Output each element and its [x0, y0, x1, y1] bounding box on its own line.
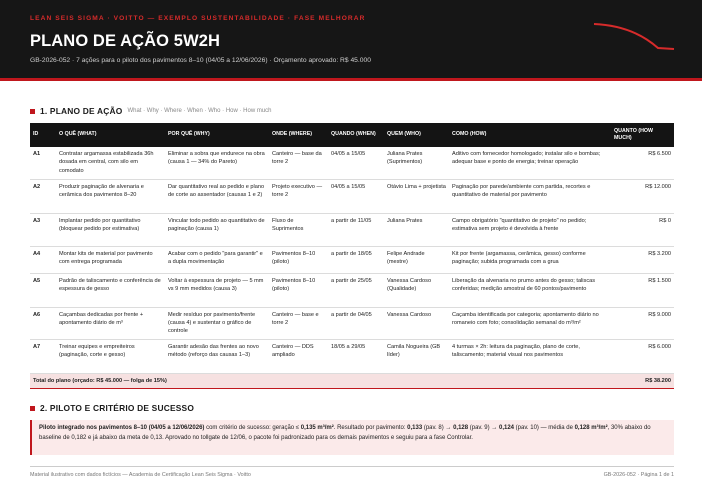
- cell-where: Fluxo de Suprimentos: [269, 213, 328, 246]
- cell-why: Garantir adesão das frentes ao novo método (reforço das causas 1–3): [165, 339, 269, 373]
- table-row: [30, 246, 674, 273]
- cell-how: Caçamba identificada por categoria; apontamento diário no romaneio com foto; consolidação semanal do m³/m²: [449, 307, 611, 339]
- col-header-what: O QUÊ (WHAT): [56, 123, 165, 147]
- cell-how-much: R$ 6.000: [611, 339, 674, 373]
- callout-value-pav9: 0,128: [453, 425, 469, 431]
- cell-how: 4 turmas × 2h: leitura da paginação, plano de corte, taliscamento; material visual nos pavimentos: [449, 339, 611, 373]
- cell-what: Montar kits de material por pavimento com entrega programada: [56, 246, 165, 273]
- header-subtitle: GB-2026-052 · 7 ações para o piloto dos pavimentos 8–10 (04/05 a 12/06/2026) · Orçamento aprovado: R$ 45.000: [30, 57, 371, 64]
- cell-id: A7: [30, 339, 56, 373]
- callout-text: (pav. 9) →: [468, 425, 499, 431]
- col-header-how-much: QUANTO (HOW MUCH): [611, 123, 674, 147]
- cell-when: 04/05 a 15/05: [328, 179, 384, 213]
- cell-when: a partir de 25/05: [328, 273, 384, 307]
- cell-what: Implantar pedido por quantitativo (bloquear pedido por estimativa): [56, 213, 165, 246]
- cell-how-much: R$ 12.000: [611, 179, 674, 213]
- cell-how-much: R$ 1.500: [611, 273, 674, 307]
- cell-where: Canteiro — DDS ampliado: [269, 339, 328, 373]
- table-row: [30, 273, 674, 307]
- table-row: [30, 339, 674, 373]
- cell-what: Padrão de talisca​mento e conferência de espessura de gesso: [56, 273, 165, 307]
- cell-how-much: R$ 3.200: [611, 246, 674, 273]
- cell-when: a partir de 18/05: [328, 246, 384, 273]
- table-row: [30, 179, 674, 213]
- callout-text: , 30% abaixo do baseline de 0,182 e já abaixo da meta de 0,13. Aprovado no tollgate de 12/06, o pacote foi padronizado para os demais pavimentos e seguiu para a fase Controlar.: [39, 425, 651, 441]
- cell-what: Produzir paginação de alvenaria e cerâmica dos pavimentos 8–20: [56, 179, 165, 213]
- col-header-where: ONDE (WHERE): [269, 123, 328, 147]
- col-header-why: POR QUÊ (WHY): [165, 123, 269, 147]
- section-square-icon: [30, 406, 35, 411]
- col-header-how: COMO (HOW): [449, 123, 611, 147]
- table-total-row: [30, 373, 674, 388]
- cell-what: Treinar equipes e empreiteiros (paginação, corte e gesso): [56, 339, 165, 373]
- cell-how: Campo obrigatório "quantitativo de projeto" no pedido; estimativa sem projeto é devolvida à frente: [449, 213, 611, 246]
- cell-when: 04/05 a 15/05: [328, 147, 384, 179]
- header-accent-line: [0, 78, 702, 81]
- callout-average: 0,128 m³/m²: [574, 425, 608, 431]
- cell-who: Vanessa Cardoso (Qualidade): [384, 273, 449, 307]
- footer-right: GB-2026-052 · Página 1 de 1: [603, 472, 674, 478]
- cell-why: Eliminar a sobra que endurece na obra (causa 1 — 34% do Pareto): [165, 147, 269, 179]
- col-header-who: QUEM (WHO): [384, 123, 449, 147]
- cell-who: Juliana Prates (Suprimentos): [384, 147, 449, 179]
- section-pilot-heading: [30, 402, 194, 414]
- cell-id: A4: [30, 246, 56, 273]
- table-row: [30, 213, 674, 246]
- cell-why: Acabar com o pedido "para garantir" e a dupla movimentação: [165, 246, 269, 273]
- callout-value-pav8: 0,133: [407, 425, 423, 431]
- cell-why: Medir resíduo por pavimento/frente (causa 4) e sustentar o gráfico de controle: [165, 307, 269, 339]
- page-header: [0, 0, 702, 78]
- callout-text: com critério de sucesso: geração ≤: [204, 425, 301, 431]
- callout-text: (pav. 10) — média de: [514, 425, 575, 431]
- cell-id: A1: [30, 147, 56, 179]
- cell-who: Otávio Lima + projetista: [384, 179, 449, 213]
- cell-what: Caçambas dedicadas por frente + apontamento diário de m³: [56, 307, 165, 339]
- cell-how-much: R$ 9.000: [611, 307, 674, 339]
- section-plan-heading: [30, 105, 272, 117]
- col-header-id: ID: [30, 123, 56, 147]
- cell-why: Dar quantitativo real ao pedido e plano de corte ao assentador (causas 1 e 2): [165, 179, 269, 213]
- cell-when: 18/05 a 29/05: [328, 339, 384, 373]
- callout-value-pav10: 0,124: [498, 425, 514, 431]
- callout-criterion: 0,135 m³/m²: [300, 425, 334, 431]
- callout-text: (pav. 8) →: [422, 425, 454, 431]
- cell-why: Voltar à espessura de projeto — 5 mm vs 9 mm medidos (causa 3): [165, 273, 269, 307]
- table-row: [30, 147, 674, 179]
- table-row: [30, 307, 674, 339]
- cell-id: A2: [30, 179, 56, 213]
- cell-how-much: R$ 6.500: [611, 147, 674, 179]
- callout-lead: Piloto integrado nos pavimentos 8–10 (04/05 a 12/06/2026): [39, 425, 205, 431]
- callout-text: . Resultado por pavimento:: [333, 425, 408, 431]
- cell-why: Vincular todo pedido ao quantitativo de paginação (causa 1): [165, 213, 269, 246]
- cell-how: Paginação por parede/ambiente com partida, recortes e quantitativo de material por pavimento: [449, 179, 611, 213]
- cell-id: A6: [30, 307, 56, 339]
- cell-where: Projeto executivo — torre 2: [269, 179, 328, 213]
- cell-when: a partir de 11/05: [328, 213, 384, 246]
- total-value: R$ 38.200: [611, 373, 674, 388]
- pilot-callout: [30, 420, 674, 455]
- section-plan-hint: What · Why · Where · When · Who · How · How much: [127, 108, 272, 114]
- section-pilot-title: 2. PILOTO E CRITÉRIO DE SUCESSO: [40, 403, 195, 413]
- section-square-icon: [30, 109, 35, 114]
- cell-when: a partir de 04/05: [328, 307, 384, 339]
- header-eyebrow: LEAN SEIS SIGMA · VOITTO — EXEMPLO SUSTENTABILIDADE · FASE MELHORAR: [30, 15, 366, 22]
- cell-where: Pavimentos 8–10 (piloto): [269, 273, 328, 307]
- section-plan-title: 1. PLANO DE AÇÃO: [40, 106, 123, 116]
- cell-who: Vanessa Cardoso: [384, 307, 449, 339]
- cell-who: Juliana Prates: [384, 213, 449, 246]
- cell-where: Canteiro — base e torre 2: [269, 307, 328, 339]
- cell-where: Pavimentos 8–10 (piloto): [269, 246, 328, 273]
- cell-where: Canteiro — base da torre 2: [269, 147, 328, 179]
- cell-who: Camila Nogueira (GB líder): [384, 339, 449, 373]
- cell-id: A3: [30, 213, 56, 246]
- page-footer: [30, 466, 674, 478]
- cell-id: A5: [30, 273, 56, 307]
- cell-how: Aditivo com fornecedor homologado; instalar silo e bombas; adequar base e ponto de energia; treinar operação: [449, 147, 611, 179]
- cell-who: Felipe Andrade (mestre): [384, 246, 449, 273]
- table-header-row: [30, 123, 674, 147]
- page-title: PLANO DE AÇÃO 5W2H: [30, 32, 221, 50]
- action-plan-table: [30, 123, 674, 389]
- col-header-when: QUANDO (WHEN): [328, 123, 384, 147]
- cell-how: Kit por frente (argamassa, cerâmica, gesso) conforme paginação; subida programada com a grua: [449, 246, 611, 273]
- footer-left: Material ilustrativo com dados fictícios — Academia de Certificação Lean Seis Sigma · Voitto: [30, 472, 251, 478]
- cell-how: Liberação da alvenaria no prumo antes do gesso; taliscas conferidas; medição amostral de 60 pontos/pavimento: [449, 273, 611, 307]
- trend-line-icon: [592, 20, 676, 56]
- cell-how-much: R$ 0: [611, 213, 674, 246]
- cell-what: Contratar argamassa estabilizada 36h dosada em central, com silo em comodato: [56, 147, 165, 179]
- total-label: Total do plano (orçado: R$ 45.000 — folga de 15%): [30, 373, 611, 388]
